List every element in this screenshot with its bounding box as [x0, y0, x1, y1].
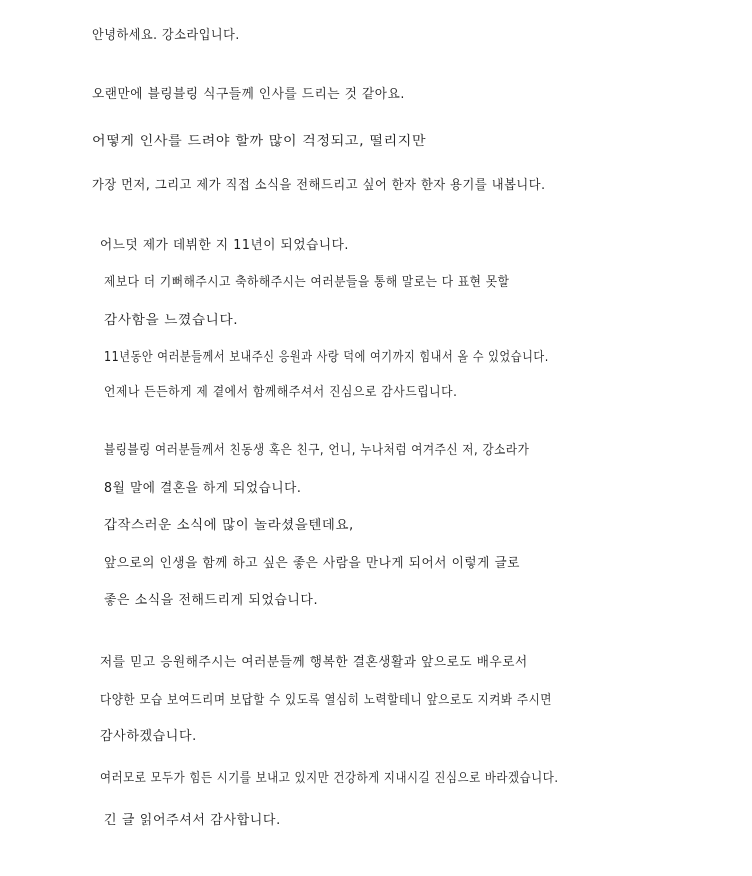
- letter-line: 갑작스러운 소식에 많이 놀라셨을텐데요,: [104, 518, 354, 533]
- letter-line: 어떻게 인사를 드려야 할까 많이 걱정되고, 떨리지만: [92, 134, 427, 149]
- letter-closing: 긴 글 읽어주셔서 감사합니다.: [104, 813, 281, 828]
- letter-line: 11년동안 여러분들께서 보내주신 응원과 사랑 덕에 여기까지 힘내서 올 수 있었습니다.: [104, 350, 549, 365]
- letter-line: 8월 말에 결혼을 하게 되었습니다.: [104, 481, 302, 496]
- letter-line: 감사하겠습니다.: [100, 729, 197, 744]
- letter-line: 다양한 모습 보여드리며 보답할 수 있도록 열심히 노력할테니 앞으로도 지켜봐 주시면: [100, 693, 552, 708]
- letter-line: 블링블링 여러분들께서 친동생 혹은 친구, 언니, 누나처럼 여겨주신 저, 강소라가: [104, 443, 530, 458]
- letter-line: 저를 믿고 응원해주시는 여러분들께 행복한 결혼생활과 앞으로도 배우로서: [100, 655, 528, 670]
- letter-line: 오랜만에 블링블링 식구들께 인사를 드리는 것 같아요.: [92, 87, 405, 102]
- letter-line: 앞으로의 인생을 함께 하고 싶은 좋은 사람을 만나게 되어서 이렇게 글로: [104, 556, 521, 571]
- letter-greeting: 안녕하세요. 강소라입니다.: [92, 28, 240, 43]
- letter-line: 여러모로 모두가 힘든 시기를 보내고 있지만 건강하게 지내시길 진심으로 바라겠습니다.: [100, 771, 559, 786]
- letter-line: 가장 먼저, 그리고 제가 직접 소식을 전해드리고 싶어 한자 한자 용기를 내봅니다.: [92, 178, 546, 193]
- letter-line: 제보다 더 기뻐해주시고 축하해주시는 여러분들을 통해 말로는 다 표현 못할: [104, 275, 510, 290]
- letter-line: 어느덧 제가 데뷔한 지 11년이 되었습니다.: [100, 238, 349, 253]
- letter-line: 감사함을 느꼈습니다.: [104, 313, 239, 328]
- letter-line: 좋은 소식을 전해드리게 되었습니다.: [104, 593, 319, 608]
- letter-line: 언제나 든든하게 제 곁에서 함께해주셔서 진심으로 감사드립니다.: [104, 385, 458, 400]
